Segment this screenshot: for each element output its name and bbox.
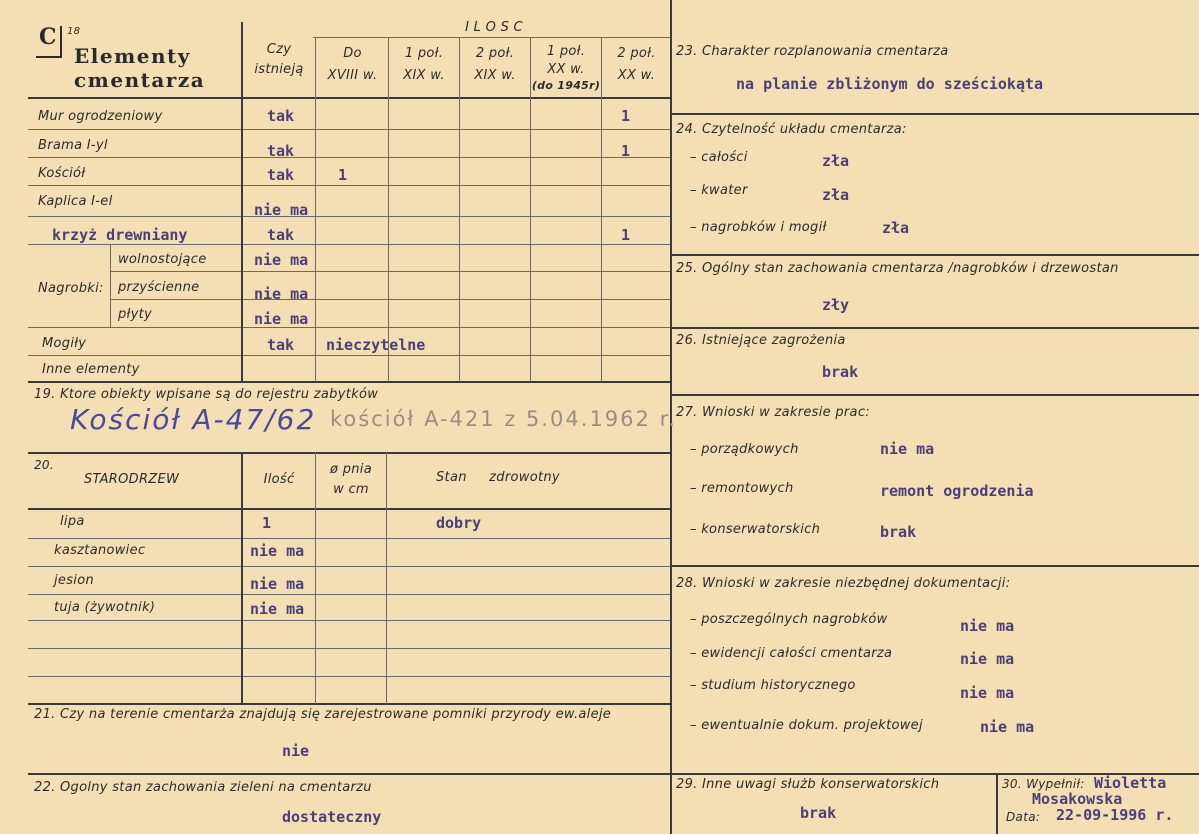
row-label-mogily: Mogiły: [42, 336, 87, 351]
tree-qty-0: 1: [262, 514, 272, 532]
s25-label: 25. Ogólny stan zachowania cmentarza /nagrobków i drzewostan: [676, 261, 1119, 276]
s20-col-dia-2: w cm: [333, 482, 369, 497]
row-exists-mur: tak: [267, 107, 295, 125]
row-label-inne: Inne elementy: [42, 362, 140, 377]
tree-name-2: jesion: [54, 573, 94, 588]
s22-label: 22. Ogolny stan zachowania zieleni na cmentarzu: [34, 780, 372, 795]
s27-item-0-value: nie ma: [880, 440, 935, 458]
col-exist-1: Czy: [266, 42, 292, 57]
row-label-mur: Mur ogrodzeniowy: [38, 109, 163, 124]
rule: [996, 773, 998, 834]
tree-name-0: lipa: [60, 514, 85, 529]
card-letter: C: [39, 24, 59, 50]
s29-value: brak: [800, 804, 837, 822]
s24-item-0-value: zła: [822, 152, 850, 170]
rule: [110, 244, 111, 327]
card-index: 18: [67, 26, 81, 37]
s28-item-1-value: nie ma: [960, 650, 1015, 668]
s30-date-label: Data:: [1006, 810, 1041, 824]
row-xviii-kosciol: 1: [338, 166, 348, 184]
s19-ink-entry: Kościół A-47/62: [70, 403, 317, 436]
s24-label: 24. Czytelność układu cmentarza:: [676, 122, 907, 137]
rule: [28, 185, 671, 186]
row-label-krzyz: krzyż drewniany: [52, 226, 188, 244]
rule: [670, 565, 1199, 567]
s24-item-0-label: – całości: [690, 150, 748, 165]
rule: [241, 452, 243, 704]
row-exists-kaplica: nie ma: [254, 201, 309, 219]
col-exist-2: istnieją: [254, 62, 304, 77]
rule: [28, 355, 671, 356]
tree-qty-3: nie ma: [250, 600, 305, 618]
rule: [28, 620, 671, 621]
row-label-plyty: płyty: [118, 307, 152, 322]
s24-item-2-label: – nagrobków i mogił: [690, 220, 827, 235]
tree-name-3: tuja (żywotnik): [54, 600, 156, 615]
row-exists-kosciol: tak: [267, 166, 295, 184]
s27-item-2-value: brak: [880, 523, 917, 541]
s27-label: 27. Wnioski w zakresie prac:: [676, 405, 870, 420]
s28-item-1-label: – ewidencji całości cmentarza: [690, 646, 893, 661]
row-label-wolno: wolnostojące: [118, 252, 207, 267]
s26-label: 26. Istniejące zagrożenia: [676, 333, 846, 348]
rule: [28, 594, 671, 595]
rule: [28, 327, 671, 328]
ilosc-header: I L O S C: [465, 20, 523, 35]
s28-item-0-value: nie ma: [960, 617, 1015, 635]
rule: [386, 452, 387, 704]
s24-item-2-value: zła: [882, 219, 910, 237]
s30-name1: Wioletta: [1094, 774, 1167, 792]
rule: [28, 676, 671, 677]
rule: [28, 216, 671, 217]
s27-item-1-label: – remontowych: [690, 481, 794, 496]
col-xix1-2: XIX w.: [403, 68, 445, 83]
row-exists-wolno: nie ma: [254, 251, 309, 269]
s24-item-1-label: – kwater: [690, 183, 748, 198]
col-xix1-1: 1 poł.: [404, 46, 444, 61]
nagrobki-label: Nagrobki:: [38, 281, 104, 296]
rule: [28, 566, 671, 567]
rule: [459, 37, 460, 382]
s23-value: na planie zbliżonym do sześciokąta: [736, 75, 1044, 93]
tree-qty-2: nie ma: [250, 575, 305, 593]
col-xviii-1: Do: [343, 46, 362, 61]
s27-item-0-label: – porządkowych: [690, 442, 799, 457]
rule: [28, 244, 671, 245]
rule: [313, 37, 671, 38]
row-label-kosciol: Kościół: [38, 166, 86, 181]
s30-date: 22-09-1996 r.: [1056, 806, 1174, 824]
col-xix2-1: 2 poł.: [475, 46, 515, 61]
row-exists-krzyz: tak: [267, 226, 295, 244]
row-xx2-krzyz: 1: [621, 226, 631, 244]
col-xx2-2: XX w.: [617, 68, 656, 83]
s27-item-1-value: remont ogrodzenia: [880, 482, 1034, 500]
s20-col-name: STARODRZEW: [84, 472, 180, 487]
col-xx2-1: 2 poł.: [617, 46, 656, 61]
s28-item-0-label: – poszczególnych nagrobków: [690, 612, 888, 627]
rule: [110, 299, 671, 300]
rule: [28, 648, 671, 649]
elements-title-1: Elementy: [74, 44, 191, 68]
s22-value: dostateczny: [282, 808, 382, 826]
col-xix2-2: XIX w.: [474, 68, 516, 83]
s25-value: zły: [822, 296, 850, 314]
rule: [28, 773, 1199, 775]
row-xx2-brama: 1: [621, 142, 631, 160]
row-xx2-mur: 1: [621, 107, 631, 125]
rule: [28, 129, 671, 130]
s27-item-2-label: – konserwatorskich: [690, 522, 821, 537]
rule: [670, 254, 1199, 256]
rule: [28, 157, 671, 158]
tree-qty-1: nie ma: [250, 542, 305, 560]
rule: [670, 113, 1199, 115]
row-note-mogily: nieczytelne: [326, 336, 426, 354]
tree-name-1: kasztanowiec: [54, 543, 146, 558]
rule: [110, 271, 671, 272]
rule: [28, 508, 671, 510]
s29-label: 29. Inne uwagi służb konserwatorskich: [676, 777, 940, 792]
s24-item-1-value: zła: [822, 186, 850, 204]
row-exists-brama: tak: [267, 142, 295, 160]
row-label-przysc: przyścienne: [118, 280, 200, 295]
rule: [388, 37, 389, 382]
s21-value: nie: [282, 742, 310, 760]
elements-title-2: cmentarza: [74, 68, 206, 92]
s30-label: 30. Wypełnił:: [1002, 777, 1085, 791]
s30-name2: Mosakowska: [1032, 790, 1123, 808]
rule: [28, 97, 671, 99]
row-exists-mogily: tak: [267, 336, 295, 354]
rule: [28, 703, 671, 705]
s28-item-2-value: nie ma: [960, 684, 1015, 702]
s21-label: 21. Czy na terenie cmentarża znajdują się zarejestrowane pomniki przyrody ew.aleje: [34, 707, 612, 722]
row-label-kaplica: Kaplica I-el: [38, 194, 113, 209]
row-exists-przysc: nie ma: [254, 285, 309, 303]
rule: [670, 327, 1199, 329]
s28-item-3-value: nie ma: [980, 718, 1035, 736]
rule: [601, 37, 602, 382]
s19-label: 19. Ktore obiekty wpisane są do rejestru zabytków: [34, 387, 379, 402]
col-xx1-2: XX w.: [547, 62, 585, 77]
s20-col-qty: Ilość: [263, 472, 295, 487]
col-xx1-3: (do 1945r): [531, 79, 601, 92]
row-label-brama: Brama I-yl: [38, 138, 108, 153]
col-xx1-1: 1 poł.: [546, 44, 586, 59]
rule: [315, 37, 316, 382]
row-exists-plyty: nie ma: [254, 310, 309, 328]
s28-item-2-label: – studium historycznego: [690, 678, 856, 693]
s20-col-dia-1: ø pnia: [330, 462, 372, 477]
s19-pencil-entry: kościół A-421 z 5.04.1962 r.: [330, 407, 677, 431]
rule: [28, 381, 671, 383]
col-xviii-2: XVIII w.: [327, 68, 378, 83]
tree-health-0: dobry: [436, 514, 482, 532]
s20-col-health: Stan zdrowotny: [436, 470, 560, 485]
s23-label: 23. Charakter rozplanowania cmentarza: [676, 44, 949, 59]
s28-label: 28. Wnioski w zakresie niezbędnej dokumentacji:: [676, 576, 1011, 591]
s26-value: brak: [822, 363, 859, 381]
rule: [28, 452, 671, 454]
rule: [670, 394, 1199, 396]
s20-num: 20.: [34, 458, 54, 472]
rule: [28, 538, 671, 539]
s28-item-3-label: – ewentualnie dokum. projektowej: [690, 718, 923, 733]
